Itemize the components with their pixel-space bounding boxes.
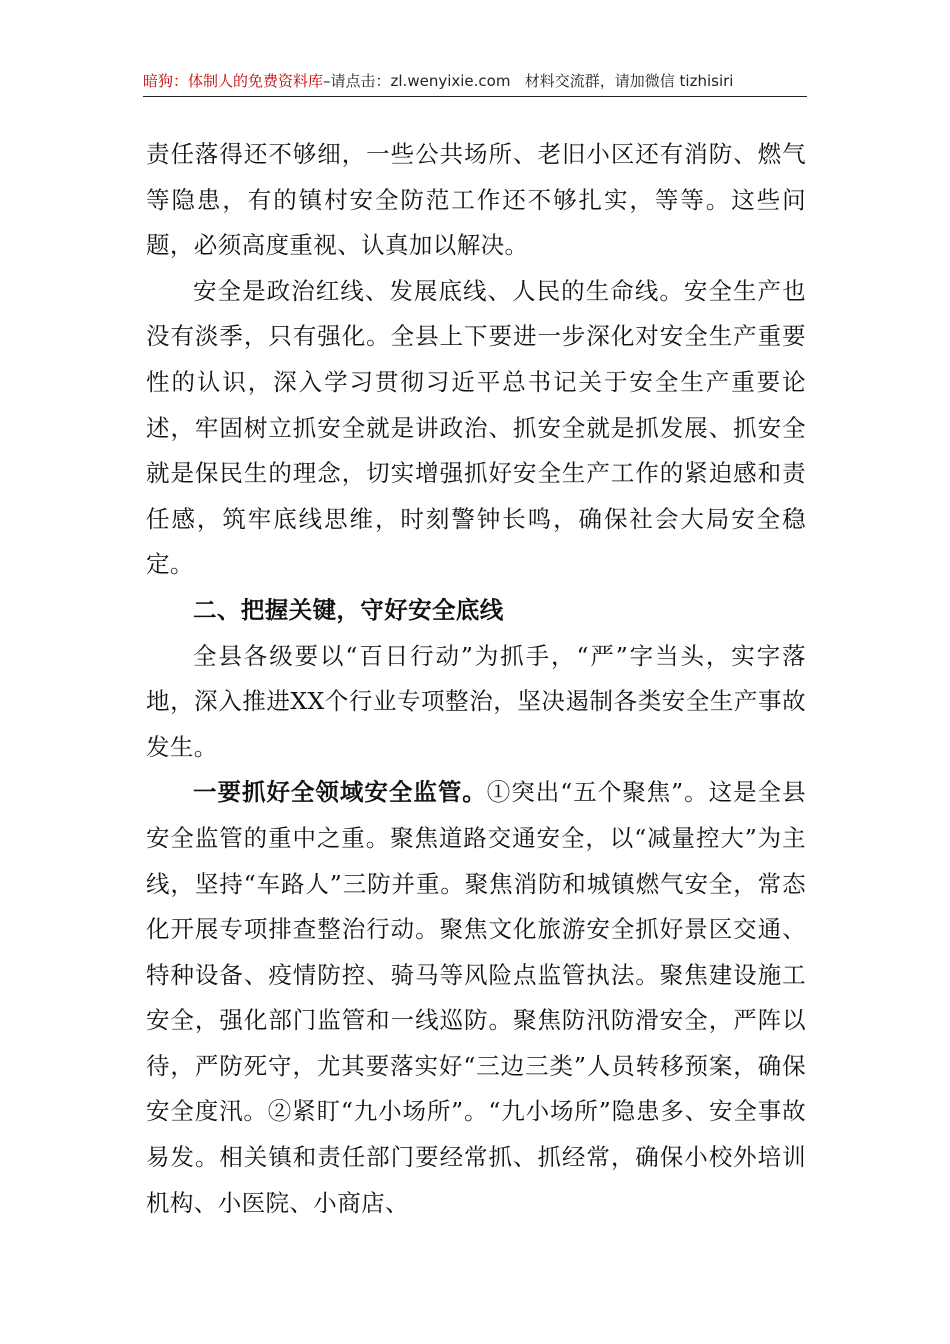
header-contact: 材料交流群，请加微信 tizhisiri — [524, 72, 734, 90]
paragraph-4-text: ①突出“五个聚焦”。这是全县安全监管的重中之重。聚焦道路交通安全，以“减量控大”为主线，坚持“车路人”三防并重。聚焦消防和城镇燃气安全，常态化开展专项排查整治行动。聚焦文化旅游安全抓好景区交通、特种设备、疫情防控、骑马等风险点监管执法。聚焦建设施工安全，强化部门监管和一线巡防。聚焦防汛防滑安全，严阵以待，严防死守，尤其要落实好“三边三类”人员转移预案，确保安全度汛。②紧盯“九小场所”。“九小场所”隐患多、安全事故易发。相关镇和责任部门要经常抓、抓经常，确保小校外培训机构、小医院、小商店、 — [146, 778, 806, 1217]
paragraph-3: 全县各级要以“百日行动”为抓手，“严”字当头，实字落地，深入推进XX个行业专项整治，坚决遏制各类安全生产事故发生。 — [146, 641, 806, 761]
header-link[interactable]: –请点击：zl.wenyixie.com — [323, 72, 511, 90]
header-site-label: 暗狗：体制人的免费资料库 — [143, 72, 324, 90]
document-body — [146, 132, 806, 1226]
paragraph-4-lead: 一要抓好全领域安全监管。 — [193, 778, 487, 807]
page-header — [143, 66, 807, 97]
paragraph-2: 安全是政治红线、发展底线、人民的生命线。安全生产也没有淡季，只有强化。全县上下要进一步深化对安全生产重要性的认识，深入学习贯彻习近平总书记关于安全生产重要论述，牢固树立抓安全就是讲政治、抓安全就是抓发展、抓安全就是保民生的理念，切实增强抓好安全生产工作的紧迫感和责任感，筑牢底线思维，时刻警钟长鸣，确保社会大局安全稳定。 — [146, 276, 806, 579]
section-heading-2: 二、把握关键，守好安全底线 — [193, 595, 504, 624]
paragraph-1: 责任落得还不够细，一些公共场所、老旧小区还有消防、燃气等隐患，有的镇村安全防范工作还不够扎实，等等。这些问题，必须高度重视、认真加以解决。 — [146, 140, 806, 260]
paragraph-4 — [146, 770, 806, 1226]
